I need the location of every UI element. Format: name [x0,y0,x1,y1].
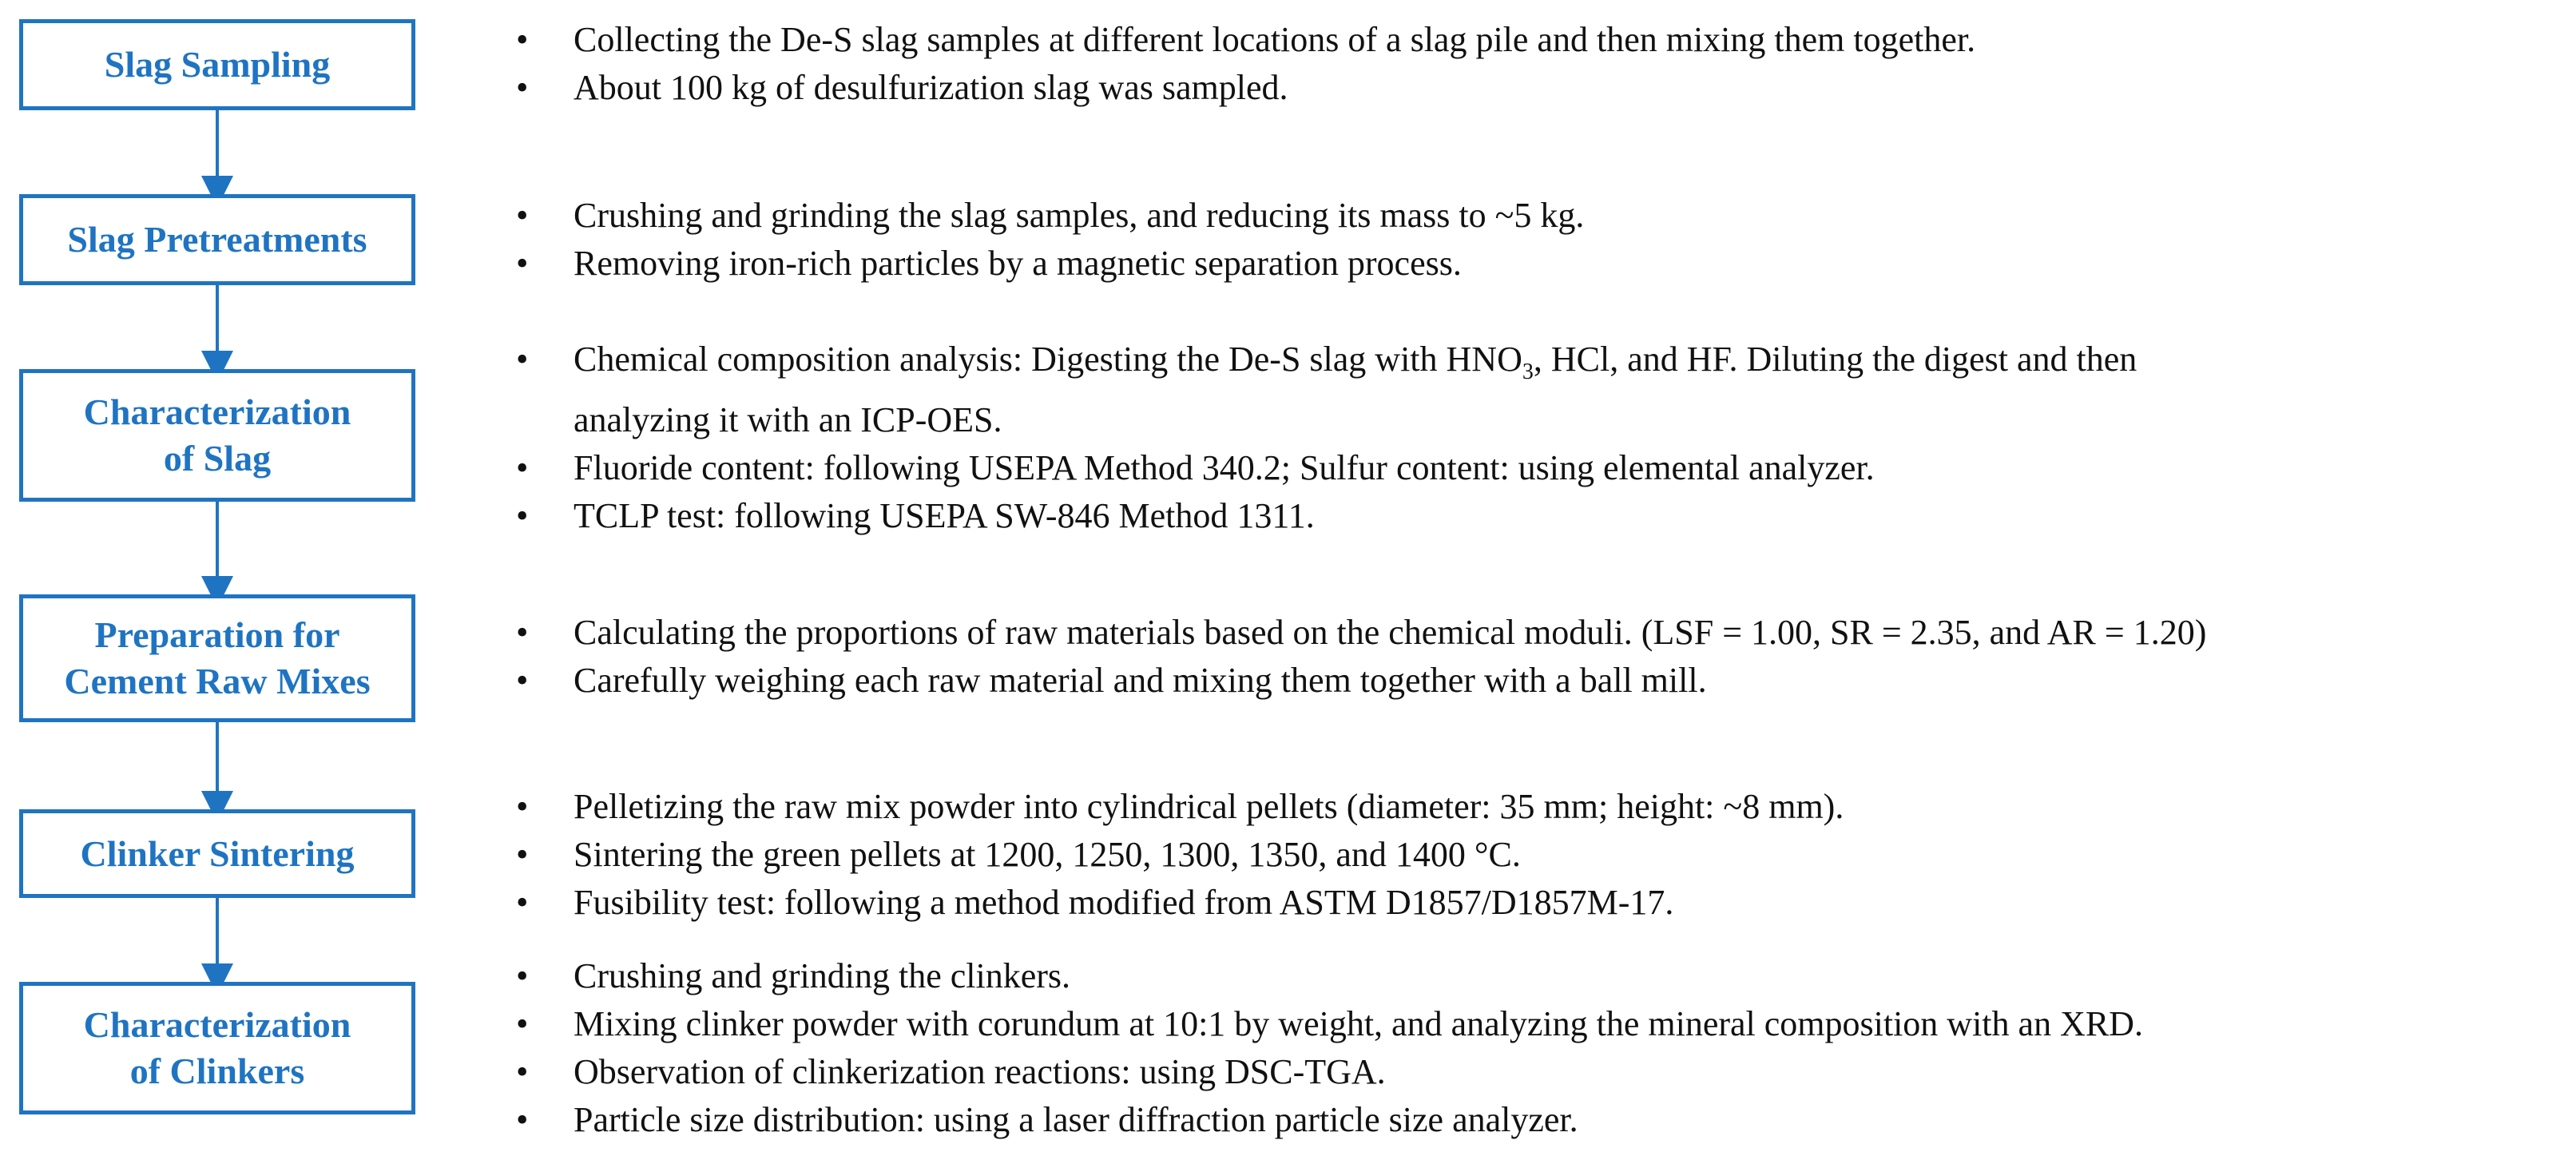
details-slag-pretreatments [511,192,2572,288]
list-item [511,64,2572,112]
step-label-line: of Clinkers [129,1051,305,1091]
bullet-icon: • [516,68,529,107]
list-item-text: Particle size distribution: using a laser diffraction particle size analyzer. [574,1100,1578,1139]
list-item [511,16,2572,64]
list-item [511,1000,2572,1048]
bullet-icon: • [516,1004,529,1043]
step-characterization-of-slag [19,369,415,502]
list-item-text: Fusibility test: following a method modified from ASTM D1857/D1857M-17. [574,883,1674,922]
bullet-icon: • [516,196,529,235]
list-item-text: Fluoride content: following USEPA Method 340.2; Sulfur content: using elemental analyzer. [574,447,1875,487]
list-item-text: Calculating the proportions of raw materials based on the chemical moduli. (LSF = 1.00, SR = 2.35, and AR = 1.20) [574,613,2207,652]
bullet-icon: • [516,495,529,535]
step-label [64,612,370,705]
list-item-text [574,340,2137,384]
list-item-text: About 100 kg of desulfurization slag was sampled. [574,68,1288,107]
list-item [511,879,2572,927]
text-segment: Chemical composition analysis: Digesting the De-S slag with HNO [574,340,1522,379]
list-item [511,609,2572,657]
text-segment: , HCl, and HF. Diluting the digest and then [1533,340,2137,379]
bullet-icon: • [516,613,529,652]
bullet-icon: • [516,835,529,874]
subscript: 3 [1522,359,1534,384]
details-slag-sampling [511,16,2572,112]
step-label-line: Cement Raw Mixes [64,661,371,701]
list-item-text: Mixing clinker powder with corundum at 10:1 by weight, and analyzing the mineral composition with an XRD. [574,1004,2143,1043]
bullet-icon: • [516,787,529,826]
step-characterization-of-clinkers [19,982,415,1114]
list-item-text: Crushing and grinding the clinkers. [574,956,1071,995]
bullet-icon: • [516,1100,529,1139]
bullet-icon: • [516,956,529,995]
list-item [511,657,2572,705]
list-item-text: Crushing and grinding the slag samples, and reducing its mass to ~5 kg. [574,196,1585,235]
list-item-text: Observation of clinkerization reactions: using DSC-TGA. [574,1052,1386,1091]
list-item-text: TCLP test: following USEPA SW-846 Method 1311. [574,495,1315,535]
list-item [511,336,2572,444]
bullet-icon: • [516,883,529,922]
step-preparation-raw-mixes [19,594,415,722]
details-characterization-of-clinkers [511,952,2572,1144]
details-characterization-of-slag [511,336,2572,540]
list-item [511,831,2572,879]
list-item [511,952,2572,1000]
step-label-line: of Slag [163,438,272,479]
bullet-icon: • [516,340,529,379]
details-preparation-raw-mixes [511,609,2572,705]
step-label-line: Characterization [83,1004,351,1045]
list-item [511,1048,2572,1096]
list-item-text: Collecting the De-S slag samples at different locations of a slag pile and then mixing them together. [574,20,1976,59]
step-label-line: Clinker Sintering [80,832,355,874]
step-label [105,42,331,88]
list-item [511,240,2572,288]
step-clinker-sintering [19,809,415,898]
bullet-icon: • [516,661,529,700]
list-item [511,444,2572,492]
step-label [81,831,355,877]
list-item-text: Carefully weighing each raw material and mixing them together with a ball mill. [574,661,1707,700]
step-label-line: Preparation for [94,614,340,655]
details-clinker-sintering [511,783,2572,927]
step-label [84,1002,351,1094]
bullet-icon: • [516,447,529,487]
list-item-continuation: analyzing it with an ICP-OES. [574,399,1002,439]
step-label [67,217,367,263]
list-item [511,192,2572,240]
step-label-line: Slag Pretreatments [67,219,367,260]
step-slag-sampling [19,19,415,110]
bullet-icon: • [516,1052,529,1091]
list-item-text: Sintering the green pellets at 1200, 1250, 1300, 1350, and 1400 °C. [574,835,1521,874]
list-item [511,783,2572,831]
bullet-icon: • [516,20,529,59]
list-item [511,492,2572,540]
step-slag-pretreatments [19,194,415,285]
step-label-line: Slag Sampling [104,44,331,85]
bullet-icon: • [516,244,529,283]
step-label [84,389,351,482]
list-item-text: Pelletizing the raw mix powder into cylindrical pellets (diameter: 35 mm; height: ~8 mm). [574,787,1844,826]
list-item [511,1096,2572,1144]
step-label-line: Characterization [83,391,351,432]
list-item-text: Removing iron-rich particles by a magnetic separation process. [574,244,1462,283]
